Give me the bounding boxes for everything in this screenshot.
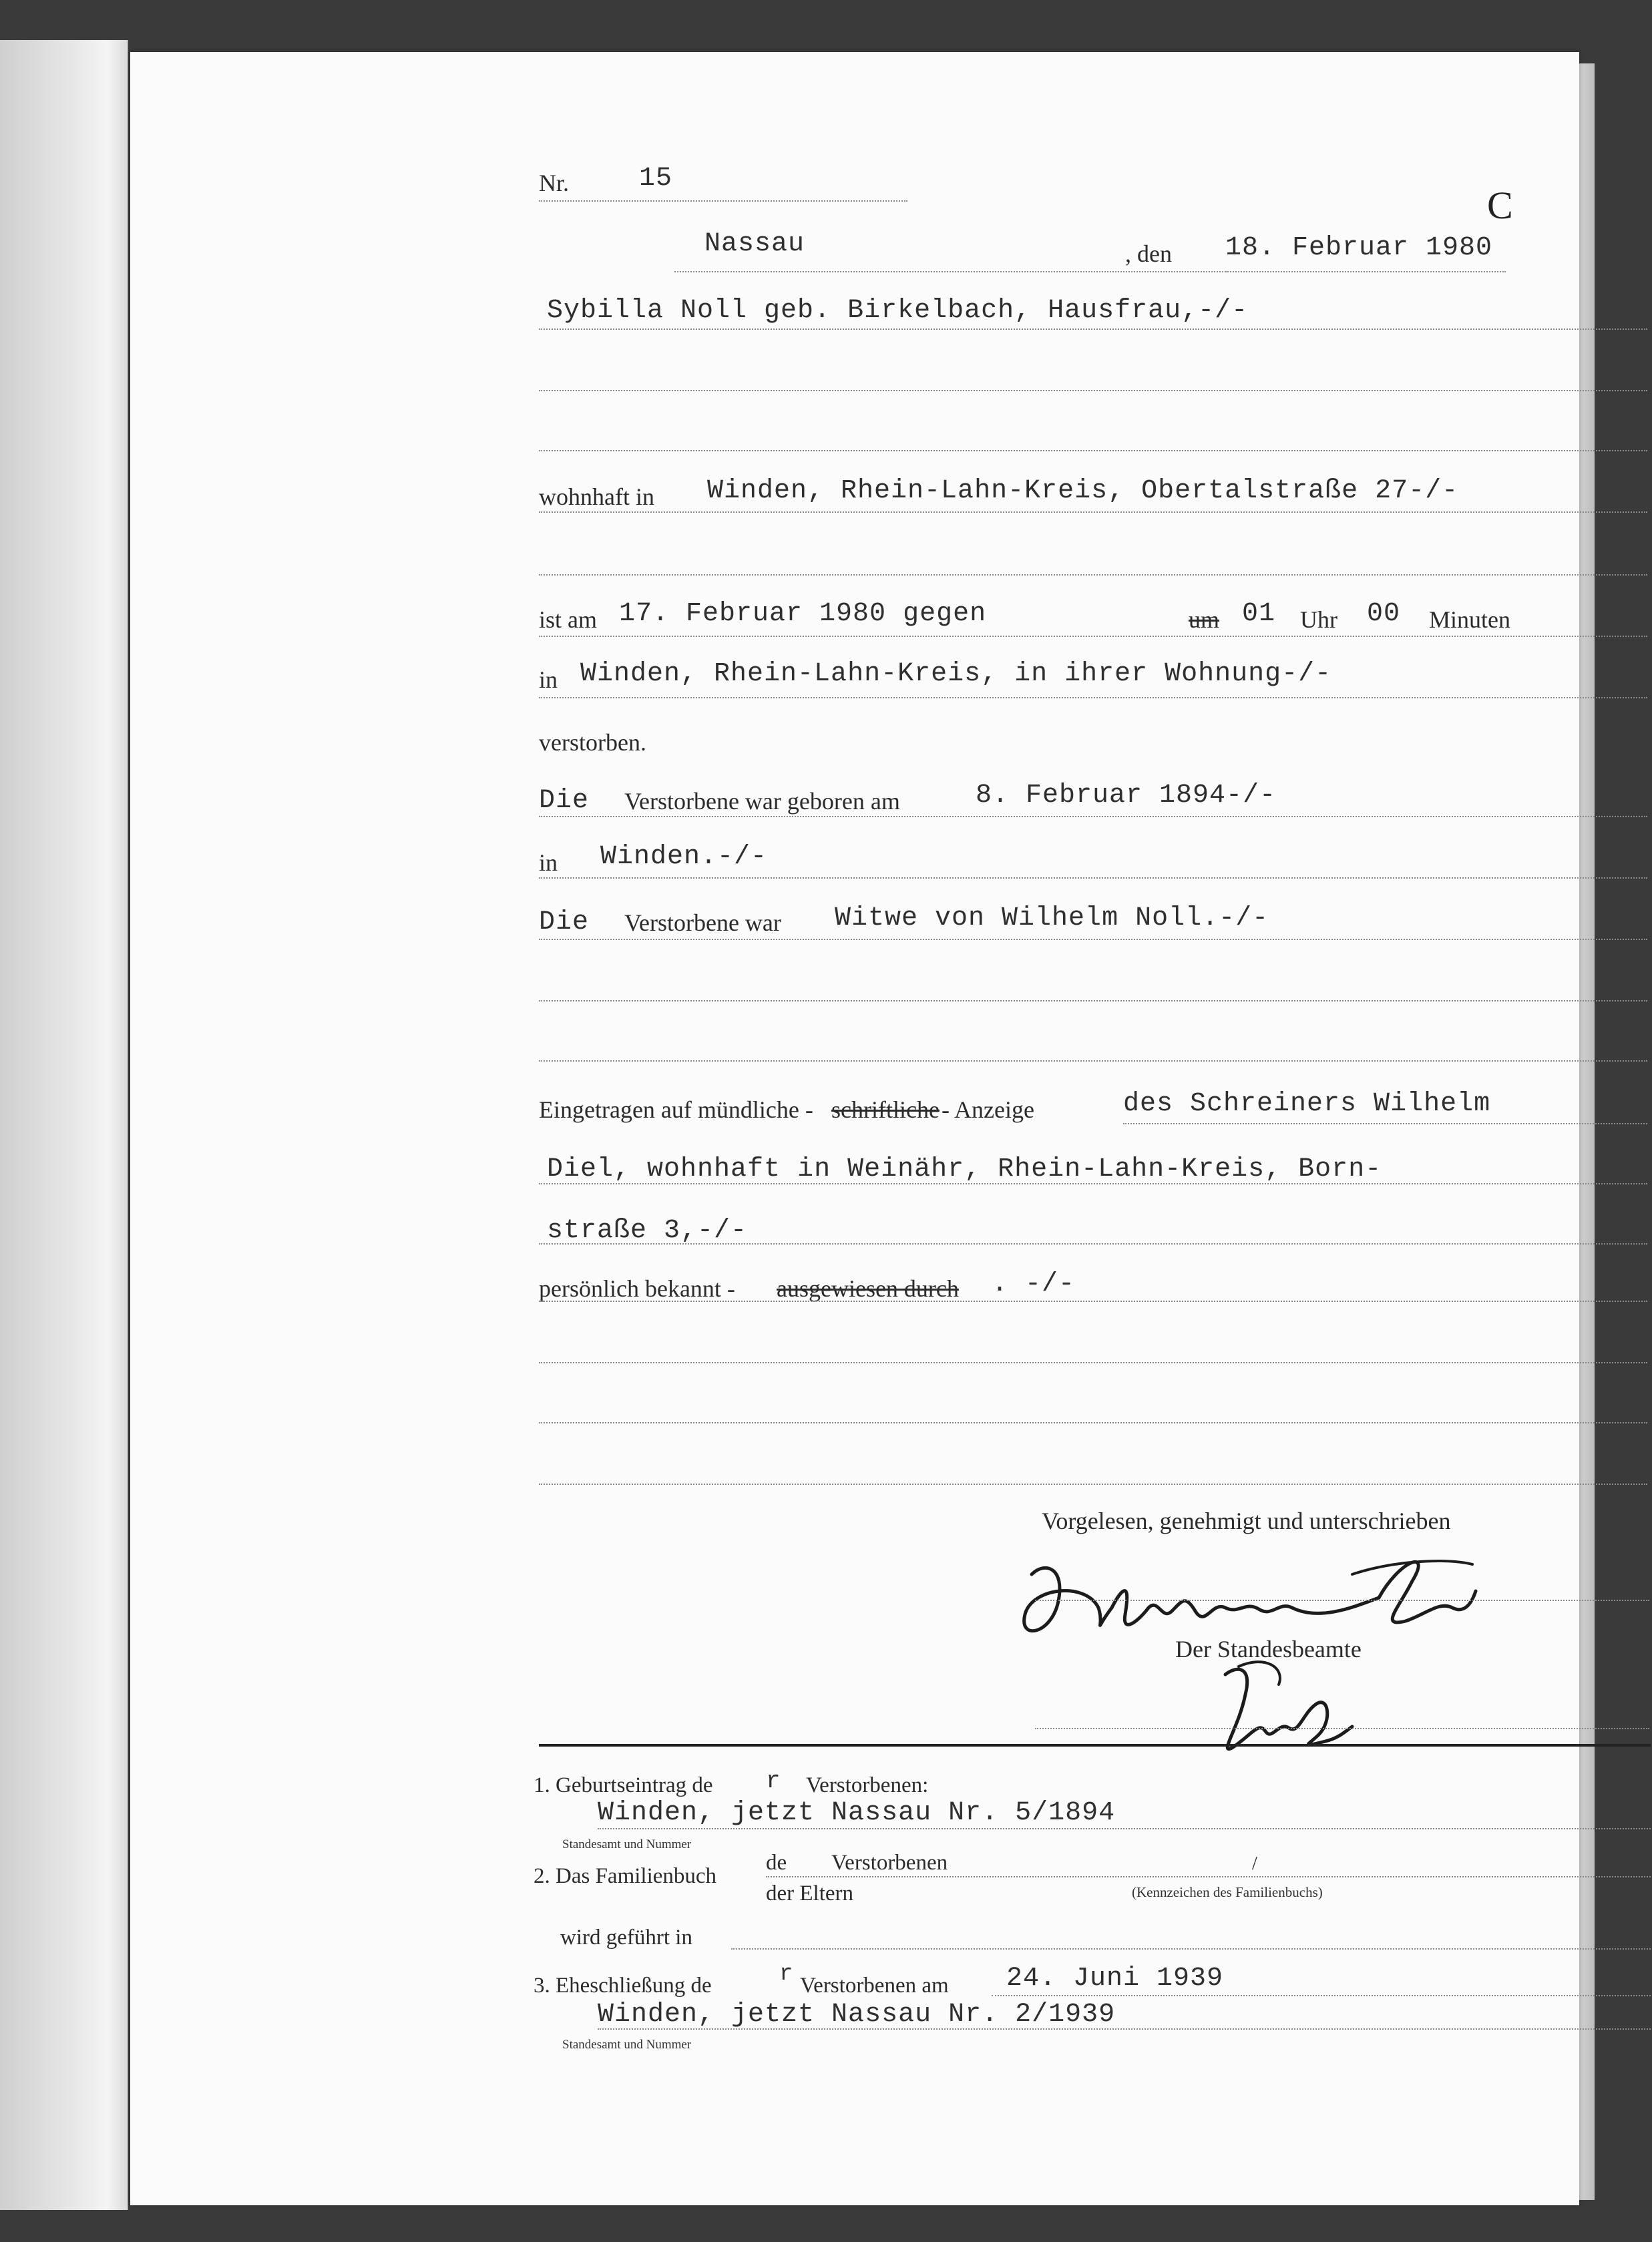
schriftliche-label: schriftliche	[831, 1096, 940, 1123]
geboren-label: Verstorbene war geboren am	[624, 788, 900, 815]
ausgewiesen-label: ausgewiesen durch	[777, 1275, 959, 1302]
den-label: , den	[1125, 240, 1172, 267]
item1-suffix: r	[766, 1767, 781, 1795]
item3-suffix: r	[779, 1962, 794, 1987]
line	[1225, 271, 1506, 272]
date-value: 18. Februar 1980	[1225, 233, 1493, 263]
nr-value: 15	[639, 164, 673, 194]
informant-line-3: straße 3,-/-	[547, 1216, 748, 1246]
registrar-signature	[1172, 1648, 1359, 1775]
item2-slash: /	[1252, 1853, 1257, 1874]
line	[539, 1301, 1647, 1302]
in-label: in	[539, 666, 558, 693]
verstorbene-war-label: Verstorbene war	[624, 909, 781, 936]
bekannt-label: persönlich bekannt -	[539, 1275, 735, 1302]
line	[539, 816, 1647, 817]
line	[539, 1362, 1647, 1363]
line	[539, 1060, 1647, 1062]
verstorben-label: verstorben.	[539, 729, 646, 756]
line	[539, 1000, 1647, 1001]
uhr-label: Uhr	[1300, 606, 1337, 633]
line	[539, 1484, 1647, 1485]
eingetragen-label: Eingetragen auf mündliche -	[539, 1096, 813, 1123]
line	[992, 1995, 1651, 1996]
status-value: Witwe von Wilhelm Noll.-/-	[835, 903, 1269, 933]
footer-rule	[539, 1744, 1651, 1747]
standesamt-label: Standesamt und Nummer	[562, 1837, 692, 1851]
book-left-page	[0, 40, 128, 2210]
line	[1123, 1123, 1647, 1124]
um-label: um	[1189, 606, 1220, 633]
vorgelesen-label: Vorgelesen, genehmigt und unterschrieben	[1042, 1508, 1451, 1534]
item2-eltern: der Eltern	[766, 1881, 854, 1905]
item2-verstorbenen: Verstorbenen	[831, 1851, 948, 1875]
item1-label: 1. Geburtseintrag de	[534, 1773, 713, 1797]
line	[539, 390, 1647, 391]
item2-label: 2. Das Familienbuch	[534, 1864, 717, 1888]
line	[539, 877, 1647, 879]
line	[1035, 1600, 1649, 1601]
die-text-2: Die	[539, 907, 590, 937]
ist-am-label: ist am	[539, 606, 597, 633]
hour-value: 01	[1242, 599, 1276, 629]
line	[539, 511, 1647, 513]
die-text: Die	[539, 786, 590, 816]
death-register-page	[130, 52, 1579, 2205]
birth-date-value: 8. Februar 1894-/-	[976, 780, 1277, 811]
line	[598, 1828, 1651, 1829]
kennzeichen-label: (Kennzeichen des Familienbuchs)	[1132, 1884, 1323, 1900]
line	[598, 2028, 1651, 2030]
nr-label: Nr.	[539, 170, 569, 196]
in-label-2: in	[539, 849, 558, 876]
item3-value: Winden, jetzt Nassau Nr. 2/1939	[598, 2000, 1116, 2030]
wohnhaft-value: Winden, Rhein-Lahn-Kreis, Obertalstraße 27-/-	[707, 476, 1459, 506]
line	[1035, 1728, 1649, 1729]
reporter-value: Sybilla Noll geb. Birkelbach, Hausfrau,-/-	[547, 296, 1249, 326]
line	[539, 328, 1647, 330]
death-date-value: 17. Februar 1980 gegen	[619, 599, 987, 629]
line	[539, 636, 1647, 637]
item2-de: de	[766, 1851, 787, 1875]
line	[539, 939, 1647, 940]
item3-label2: Verstorbenen am	[800, 1974, 949, 1998]
item3-date: 24. Juni 1939	[1006, 1964, 1224, 1994]
line	[539, 574, 1647, 576]
informant-line-1: des Schreiners Wilhelm	[1123, 1089, 1491, 1119]
standesamt-label-2: Standesamt und Nummer	[562, 2038, 692, 2052]
standesbeamte-label: Der Standesbeamte	[1175, 1636, 1362, 1662]
minutes-value: 00	[1367, 599, 1401, 629]
line	[539, 1422, 1647, 1423]
line	[766, 1876, 1651, 1877]
informant-line-2: Diel, wohnhaft in Weinähr, Rhein-Lahn-Kreis, Born-	[547, 1154, 1382, 1184]
item1-value: Winden, jetzt Nassau Nr. 5/1894	[598, 1798, 1116, 1828]
item3-label: 3. Eheschließung de	[534, 1974, 712, 1998]
wohnhaft-label: wohnhaft in	[539, 483, 654, 510]
line	[539, 1243, 1647, 1245]
death-place-value: Winden, Rhein-Lahn-Kreis, in ihrer Wohnung-/-	[580, 659, 1332, 689]
line	[539, 697, 1647, 698]
bekannt-value: . -/-	[992, 1269, 1076, 1299]
gefuehrt-label: wird geführt in	[560, 1926, 692, 1950]
line	[539, 450, 1647, 451]
place-value: Nassau	[704, 229, 805, 259]
minuten-label: Minuten	[1429, 606, 1510, 633]
item1-label2: Verstorbenen:	[806, 1773, 929, 1797]
line	[539, 1183, 1647, 1184]
line	[539, 200, 907, 202]
anzeige-label: - Anzeige	[942, 1096, 1034, 1123]
line	[674, 271, 1261, 272]
birth-place-value: Winden.-/-	[600, 842, 768, 872]
line	[731, 1948, 1651, 1950]
register-letter: C	[1487, 184, 1513, 227]
